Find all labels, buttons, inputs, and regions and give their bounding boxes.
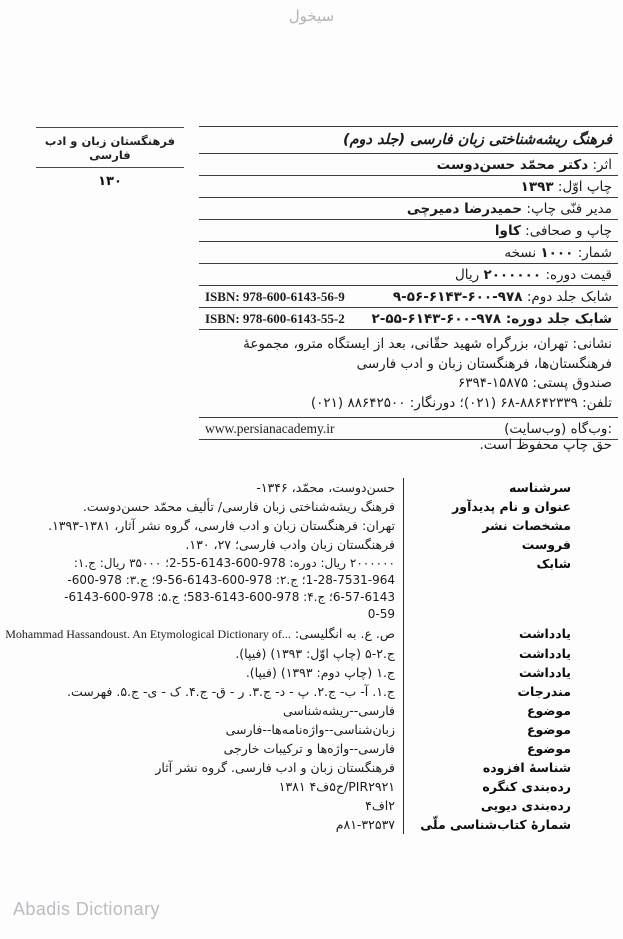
note-english-text: Mohammad Hassandoust. An Etymological Dictionary of...: [5, 627, 291, 641]
catalog-label: رده‌بندی دیویی: [403, 796, 571, 815]
catalog-row-contents: [55, 682, 571, 701]
publisher-address-block: [199, 330, 618, 418]
catalog-row-note-english-title: [5, 624, 571, 644]
website-url: www.persianacademy.ir: [205, 421, 335, 436]
catalog-label: مندرجات: [403, 682, 571, 701]
pub-row-set-price: [199, 264, 618, 286]
publication-table: [199, 126, 618, 440]
row-suffix: نسخه: [504, 245, 537, 261]
phone-fax-line: تلفن: ۸۸۶۴۲۳۳۹-۶۸ (۰۲۱)؛ دورنگار: ۸۸۶۴۲۵۰۰ (۰۲۱): [310, 394, 612, 411]
series-box: [36, 127, 184, 189]
isbn-persian: [372, 311, 612, 327]
row-value: ۱۰۰۰: [540, 245, 574, 261]
po-box-line: صندوق پستی: ۱۵۸۷۵-۶۳۹۴: [457, 375, 612, 391]
row-label: چاپ اوّل:: [557, 179, 612, 195]
row-value: حمیدرضا دمیرچی: [406, 201, 523, 217]
catalog-label: یادداشت: [403, 644, 571, 663]
catalog-label: شابک: [403, 554, 571, 624]
catalog-row-subject-2: [55, 720, 571, 739]
row-value: ۱۳۹۳: [520, 179, 554, 195]
catalog-row-isbn: [55, 554, 571, 624]
catalog-value: فارسی--واژه‌ها و ترکیبات خارجی: [223, 741, 395, 756]
catalog-row-subject-3: [55, 739, 571, 758]
row-value: ۹۷۸-۶۰۰-۶۱۴۳-۵۵-۲: [371, 311, 502, 327]
catalog-value: فرهنگ ریشه‌شناختی زبان فارسی/ تألیف محمّد حسن‌دوست.: [82, 499, 395, 514]
row-value: ۲۰۰۰۰۰۰: [483, 267, 542, 283]
note-persian-prefix: ص. ع. به انگلیسی:: [294, 626, 395, 641]
pub-row-first-print: [199, 176, 618, 198]
pub-row-printing-binding: [199, 220, 618, 242]
watermark: Abadis Dictionary: [13, 899, 160, 919]
catalog-value: زبان‌شناسی--واژه‌نامه‌ها--فارسی: [225, 722, 395, 737]
address-line: نشانی: تهران، بزرگراه شهید حقّانی، بعد از ایستگاه مترو، مجموعهٔ: [243, 336, 612, 352]
catalog-label: رده‌بندی کنگره: [403, 777, 571, 796]
isbn-latin: ISBN: 978-600-6143-55-2: [205, 311, 345, 326]
catalog-row-dewey-classification: [55, 796, 571, 815]
catalog-row-note-volume1: [55, 663, 571, 682]
row-value: کاوا: [494, 223, 521, 239]
catalog-value: ج.۱. آ- ب- ج.۲. پ - د- ج.۳. ر - ق- ج.۴. ک - ی- ج.۵. فهرست.: [67, 684, 395, 699]
pub-row-technical-manager: [199, 198, 618, 220]
catalog-label: یادداشت: [403, 663, 571, 682]
catalog-label: یادداشت: [403, 624, 571, 644]
catalog-row-lc-classification: [55, 777, 571, 796]
isbn-latin: ISBN: 978-600-6143-56-9: [205, 289, 345, 304]
catalog-value: [5, 624, 403, 644]
book-title: فرهنگ ریشه‌شناختی زبان فارسی (جلد دوم): [199, 127, 618, 154]
catalog-value: PIR۲۹۲۱/ح۵ف۴ ۱۳۸۱: [278, 779, 395, 794]
catalog-row-added-entry: [55, 758, 571, 777]
catalog-row-national-bibliography-number: [55, 815, 571, 834]
pub-row-author: [199, 154, 618, 176]
copyright-note: حق چاپ محفوظ است.: [479, 437, 612, 453]
website-label: وب‌گاه (وب‌سایت):: [504, 421, 612, 437]
catalog-value: حسن‌دوست، محمّد، ۱۳۴۶-: [256, 480, 395, 495]
row-label: اثر:: [592, 157, 612, 173]
catalog-row-note-volumes: [55, 644, 571, 663]
row-label: قیمت دوره:: [545, 267, 612, 283]
catalog-value: ج.۲-۵ (چاپ اوّل: ۱۳۹۳) (فیپا).: [235, 646, 395, 661]
catalog-label: موضوع: [403, 720, 571, 739]
catalog-value: تهران: فرهنگستان زبان و ادب فارسی، گروه نشر آثار، ۱۳۸۱-۱۳۹۳.: [48, 518, 395, 533]
row-label: چاپ و صحافی:: [525, 223, 612, 239]
catalog-value: ج.۱ (چاپ دوم: ۱۳۹۳) (فیپا).: [245, 665, 395, 680]
row-label: شابک جلد دوم:: [526, 289, 612, 305]
pub-row-print-run: [199, 242, 618, 264]
catalog-label: عنوان و نام پدیدآور: [403, 497, 571, 516]
row-value: دکتر محمّد حسن‌دوست: [436, 157, 589, 173]
dictionary-headword: سیخول: [288, 7, 335, 25]
catalog-value: فرهنگستان زبان وادب فارسی؛ ۲۷، ۱۳۰.: [185, 537, 395, 552]
catalog-row-subject-1: [55, 701, 571, 720]
row-suffix: ریال: [454, 267, 480, 283]
catalog-label: موضوع: [403, 739, 571, 758]
catalog-value: ۴فا۲: [365, 798, 395, 813]
series-title: فرهنگستان زبان و ادب فارسی: [36, 127, 184, 168]
row-label: مدیر فنّی چاپ:: [526, 201, 612, 217]
catalog-label: سرشناسه: [403, 478, 571, 497]
catalog-row-main-entry: [55, 478, 571, 497]
catalog-label: موضوع: [403, 701, 571, 720]
catalog-value: فارسی--ریشه‌شناسی: [282, 703, 395, 718]
address-line: فرهنگستان‌ها، فرهنگستان زبان و ادب فارسی: [356, 355, 612, 372]
catalog-label: مشخصات نشر: [403, 516, 571, 535]
catalog-row-publication-specs: [48, 516, 571, 535]
row-label: شمار:: [577, 245, 612, 261]
row-label: شابک جلد دوره:: [505, 311, 612, 327]
catalog-value: ۲۰۰۰۰۰۰ ریال: دوره: 978-600-6143-55-2؛ ۳۵۰۰۰ ریال: ج.۱: 964-7531-28-1؛ ج.۲: 978-600-6143-56-9؛ ج.۳: 978-600-6143-57-6؛ ج.۴: 978-600-6143-583؛ ج.۵: 978-600-6143-59-0: [64, 556, 395, 621]
catalog-row-title-statement: [55, 497, 571, 516]
isbn-persian: [393, 289, 612, 305]
catalog-label: شناسهٔ افزوده: [403, 758, 571, 777]
pub-row-isbn-volume2: [199, 286, 618, 308]
catalog-label: فروست: [403, 535, 571, 554]
pub-row-isbn-set: [199, 308, 618, 330]
catalog-label: شمارهٔ کتاب‌شناسی ملّی: [403, 815, 571, 834]
row-value: ۹۷۸-۶۰۰-۶۱۴۳-۵۶-۹: [392, 289, 523, 305]
catalog-value: م۸۱-۳۲۵۳۷: [335, 817, 395, 832]
catalog-row-series: [55, 535, 571, 554]
series-number: ۱۳۰: [98, 174, 122, 189]
fipa-catalog-block: [5, 478, 571, 834]
catalog-value: فرهنگستان زبان و ادب فارسی. گروه نشر آثار: [155, 760, 395, 775]
